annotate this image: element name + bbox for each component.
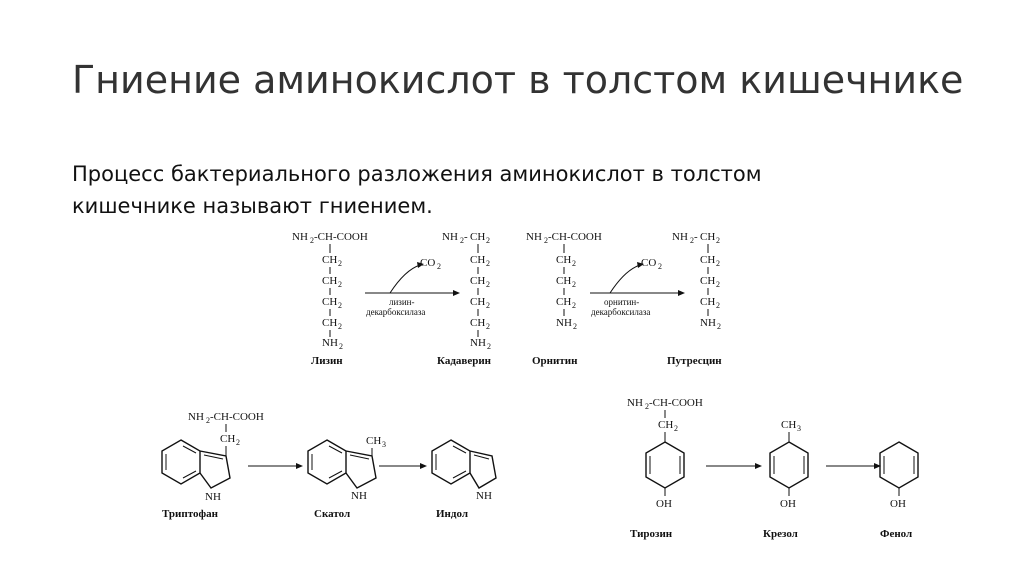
putrescine-dash: -: [694, 231, 698, 243]
ornithine-label: Орнитин: [532, 355, 578, 367]
ornithine-ch2-2-sub: 2: [572, 280, 576, 289]
tryptophan-label: Триптофан: [162, 508, 218, 520]
ornithine-nh2: NH: [526, 231, 542, 243]
lysine-ch2-3-sub: 2: [338, 301, 342, 310]
tryptophan-ch2: CH: [220, 433, 236, 445]
tryptophan-nh: NH: [205, 491, 221, 503]
cresol-ch3-sub: 3: [797, 424, 801, 433]
ornithine-nh2-sub: 2: [544, 236, 548, 245]
ornithine-ch2-3: CH: [556, 296, 572, 308]
cadaverine-ch2-1: CH: [470, 254, 486, 266]
lysine-enzyme-2: декарбоксилаза: [366, 307, 426, 317]
lysine-enzyme-1: лизин-: [389, 297, 415, 307]
ornithine-decarboxylation-arrow: [590, 257, 685, 317]
lysine-nh2: NH: [292, 231, 308, 243]
cadaverine-ch2-top-sub: 2: [486, 236, 490, 245]
putrescine-ch2-1: CH: [700, 254, 716, 266]
putrescine-nh2-end-sub: 2: [717, 322, 721, 331]
phenol-structure: [880, 442, 918, 540]
lysine-ch2-1: CH: [322, 254, 338, 266]
cadaverine-ch2-3: CH: [470, 296, 486, 308]
putrescine-ch2-3-sub: 2: [716, 301, 720, 310]
lysine-ch2-2: CH: [322, 275, 338, 287]
cadaverine-ch2-4-sub: 2: [486, 322, 490, 331]
putrescine-ch2-top-sub: 2: [716, 236, 720, 245]
lysine-ch2-4-sub: 2: [338, 322, 342, 331]
putrescine-ch2-2: CH: [700, 275, 716, 287]
lysine-ch2-4: CH: [322, 317, 338, 329]
cadaverine-label: Кадаверин: [437, 355, 492, 367]
putrescine-structure: [667, 231, 722, 367]
co2-2: CO: [641, 257, 657, 269]
cadaverine-ch2-2: CH: [470, 275, 486, 287]
cadaverine-ch2-1-sub: 2: [486, 259, 490, 268]
ornithine-ch2-2: CH: [556, 275, 572, 287]
lysine-ch2-1-sub: 2: [338, 259, 342, 268]
skatole-structure: [308, 435, 386, 520]
lysine-decarboxylation-arrow: [365, 257, 460, 317]
lysine-nh2-end: NH: [322, 337, 338, 349]
tryptophan-nh2-sub: 2: [206, 416, 210, 425]
cadaverine-nh2-end-sub: 2: [487, 342, 491, 351]
cresol-oh: OH: [780, 498, 796, 510]
putrescine-ch2-top: CH: [700, 231, 716, 243]
cadaverine-ch2-top: CH: [470, 231, 486, 243]
putrescine-ch2-3: CH: [700, 296, 716, 308]
skatole-ch3: CH: [366, 435, 382, 447]
tyrosine-label: Тирозин: [630, 528, 673, 540]
cadaverine-nh2-end: NH: [470, 337, 486, 349]
ornithine-ch-cooh: -CH-COOH: [548, 231, 602, 243]
tryptophan-ch2-sub: 2: [236, 438, 240, 447]
lysine-ch2-2-sub: 2: [338, 280, 342, 289]
putrescine-nh2-end: NH: [700, 317, 716, 329]
co2-2-sub: 2: [658, 262, 662, 271]
co2-1-sub: 2: [437, 262, 441, 271]
cadaverine-nh2-sub: 2: [460, 236, 464, 245]
tyrosine-nh2: NH: [627, 397, 643, 409]
indole-label: Индол: [436, 508, 468, 520]
lysine-label: Лизин: [311, 355, 343, 367]
cresol-label: Крезол: [763, 528, 798, 540]
ornithine-ch2-1: CH: [556, 254, 572, 266]
cadaverine-ch2-4: CH: [470, 317, 486, 329]
putrescine-ch2-1-sub: 2: [716, 259, 720, 268]
tryptophan-ch-cooh: -CH-COOH: [210, 411, 264, 423]
co2-1: CO: [420, 257, 436, 269]
lysine-ch-cooh: -CH-COOH: [314, 231, 368, 243]
skatole-ch3-sub: 3: [382, 440, 386, 449]
ornithine-structure: [526, 231, 602, 367]
ornithine-ch2-3-sub: 2: [572, 301, 576, 310]
lysine-nh2-end-sub: 2: [339, 342, 343, 351]
ornithine-ch2-1-sub: 2: [572, 259, 576, 268]
tyrosine-ch2-sub: 2: [674, 424, 678, 433]
tyrosine-nh2-sub: 2: [645, 402, 649, 411]
ornithine-nh2-end: NH: [556, 317, 572, 329]
skatole-label: Скатол: [314, 508, 351, 520]
body-line-2: кишечнике называют гниением.: [72, 194, 433, 218]
cresol-ch3: CH: [781, 419, 797, 431]
tyrosine-structure: [627, 397, 703, 540]
phenol-label: Фенол: [880, 528, 913, 540]
putrescine-label: Путресцин: [667, 355, 722, 367]
cadaverine-ch2-3-sub: 2: [486, 301, 490, 310]
cadaverine-nh2: NH: [442, 231, 458, 243]
putrescine-nh2-sub: 2: [690, 236, 694, 245]
cresol-structure: [763, 419, 808, 540]
tyrosine-oh: OH: [656, 498, 672, 510]
cadaverine-dash: -: [464, 231, 468, 243]
lysine-nh2-sub: 2: [310, 236, 314, 245]
putrescine-nh2: NH: [672, 231, 688, 243]
tyrosine-ch2: CH: [658, 419, 674, 431]
putrescine-ch2-2-sub: 2: [716, 280, 720, 289]
tyrosine-ch-cooh: -CH-COOH: [649, 397, 703, 409]
slide-title: Гниение аминокислот в толстом кишечнике: [72, 58, 964, 102]
lysine-structure: [292, 231, 368, 367]
skatole-nh: NH: [351, 490, 367, 502]
indole-nh: NH: [476, 490, 492, 502]
ornithine-nh2-end-sub: 2: [573, 322, 577, 331]
body-line-1: Процесс бактериального разложения аминокислот в толстом: [72, 162, 762, 186]
tryptophan-nh2: NH: [188, 411, 204, 423]
ornithine-enzyme-1: орнитин-: [604, 297, 640, 307]
cadaverine-ch2-2-sub: 2: [486, 280, 490, 289]
lysine-ch2-3: CH: [322, 296, 338, 308]
cadaverine-structure: [437, 231, 492, 367]
ornithine-enzyme-2: декарбоксилаза: [591, 307, 651, 317]
indole-structure: [432, 440, 496, 520]
phenol-oh: OH: [890, 498, 906, 510]
